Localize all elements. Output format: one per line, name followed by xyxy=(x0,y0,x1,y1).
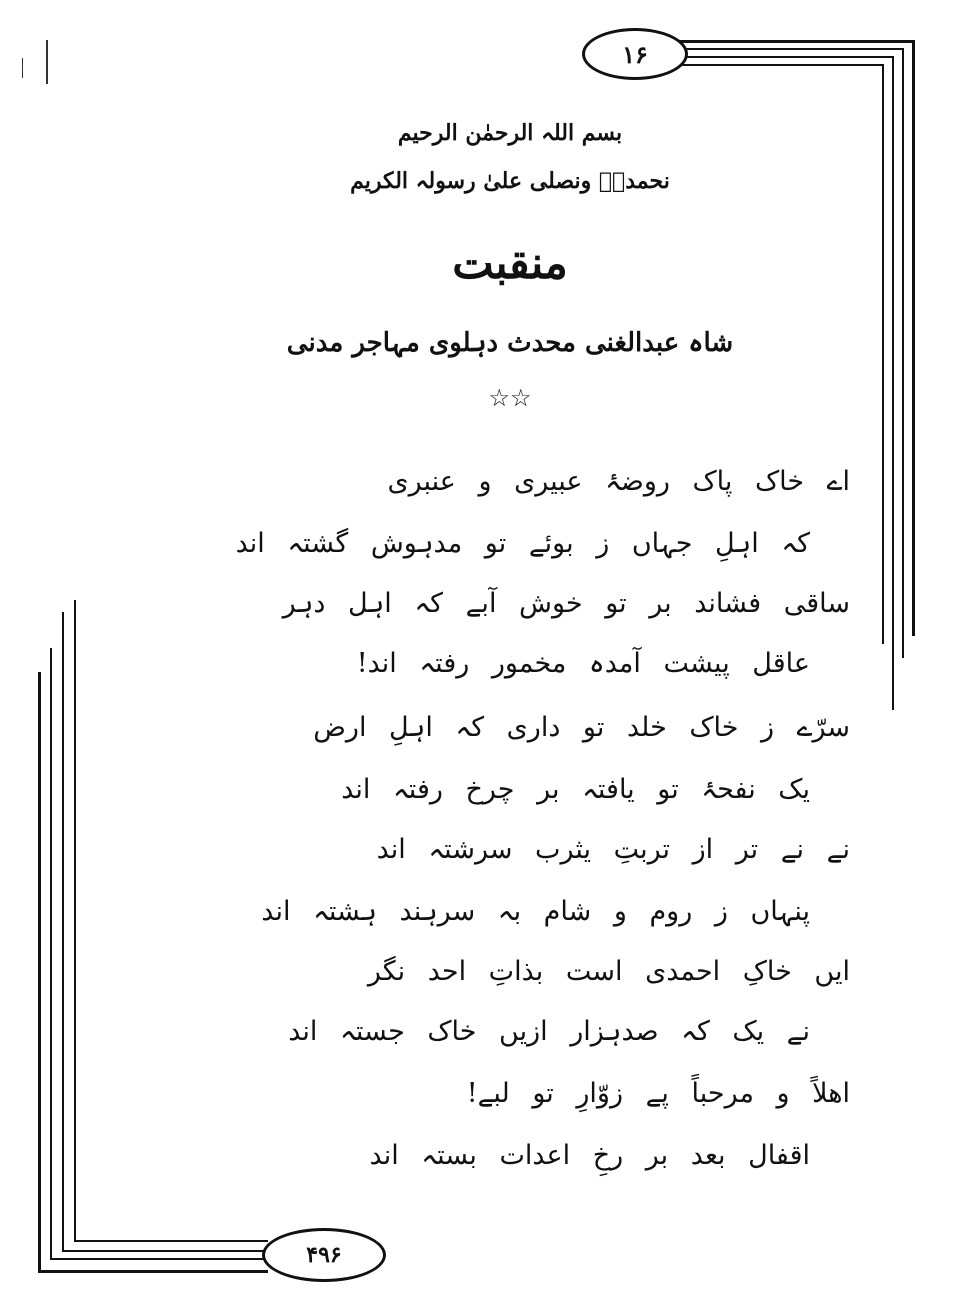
page-number-top xyxy=(582,28,688,80)
verse-line-4: عاقل پیشت آمدہ مخمور رفتہ اند! xyxy=(356,648,810,679)
author-line: شاہ عبدالغنی محدث دہلوی مہاجر مدنی xyxy=(286,328,734,358)
page-number-top-text: ۱۶ xyxy=(622,39,648,69)
verse-line-1: اے خاک پاک روضۂ عبیری و عنبری xyxy=(387,466,850,497)
scan-mark xyxy=(22,58,23,78)
verse-line-7: نے نے تر از تربتِ یثرب سرشتہ اند xyxy=(376,834,850,865)
verse-line-8: پنہاں ز روم و شام بہ سرہند ہشتہ اند xyxy=(261,896,810,927)
verse-line-3: ساقی فشاند بر تو خوش آبے کہ اہل دہر xyxy=(282,588,850,619)
verse-line-2: کہ اہلِ جہاں ز بوئے تو مدہوش گشتہ اند xyxy=(235,528,810,559)
page-title: منقبت xyxy=(452,238,568,289)
star-ornament: ☆☆ xyxy=(488,384,532,412)
scan-mark xyxy=(46,40,48,84)
verse-line-6: یک نفحۂ تو یافتہ بر چرخ رفتہ اند xyxy=(341,774,810,805)
salutation: نحمدہٗ ونصلی علیٰ رسولہ الکریم xyxy=(350,168,670,194)
verse-line-10: نے یک کہ صدہزار ازیں خاک جستہ اند xyxy=(288,1016,810,1047)
bismillah: بسم اللہ الرحمٰن الرحیم xyxy=(397,120,623,146)
verse-line-11: اھلاً و مرحباً پے زوّارِ تو لبے! xyxy=(466,1078,850,1109)
page-number-bottom xyxy=(262,1228,386,1282)
page-number-bottom-text: ۴۹۶ xyxy=(306,1242,342,1268)
verse-line-5: سرّے ز خاک خلد تو داری کہ اہلِ ارض xyxy=(313,712,850,743)
verse-line-12: اقفال بعد بر رخِ اعدات بستہ اند xyxy=(369,1140,810,1171)
verse-line-9: ایں خاکِ احمدی است بذاتِ احد نگر xyxy=(367,956,850,987)
